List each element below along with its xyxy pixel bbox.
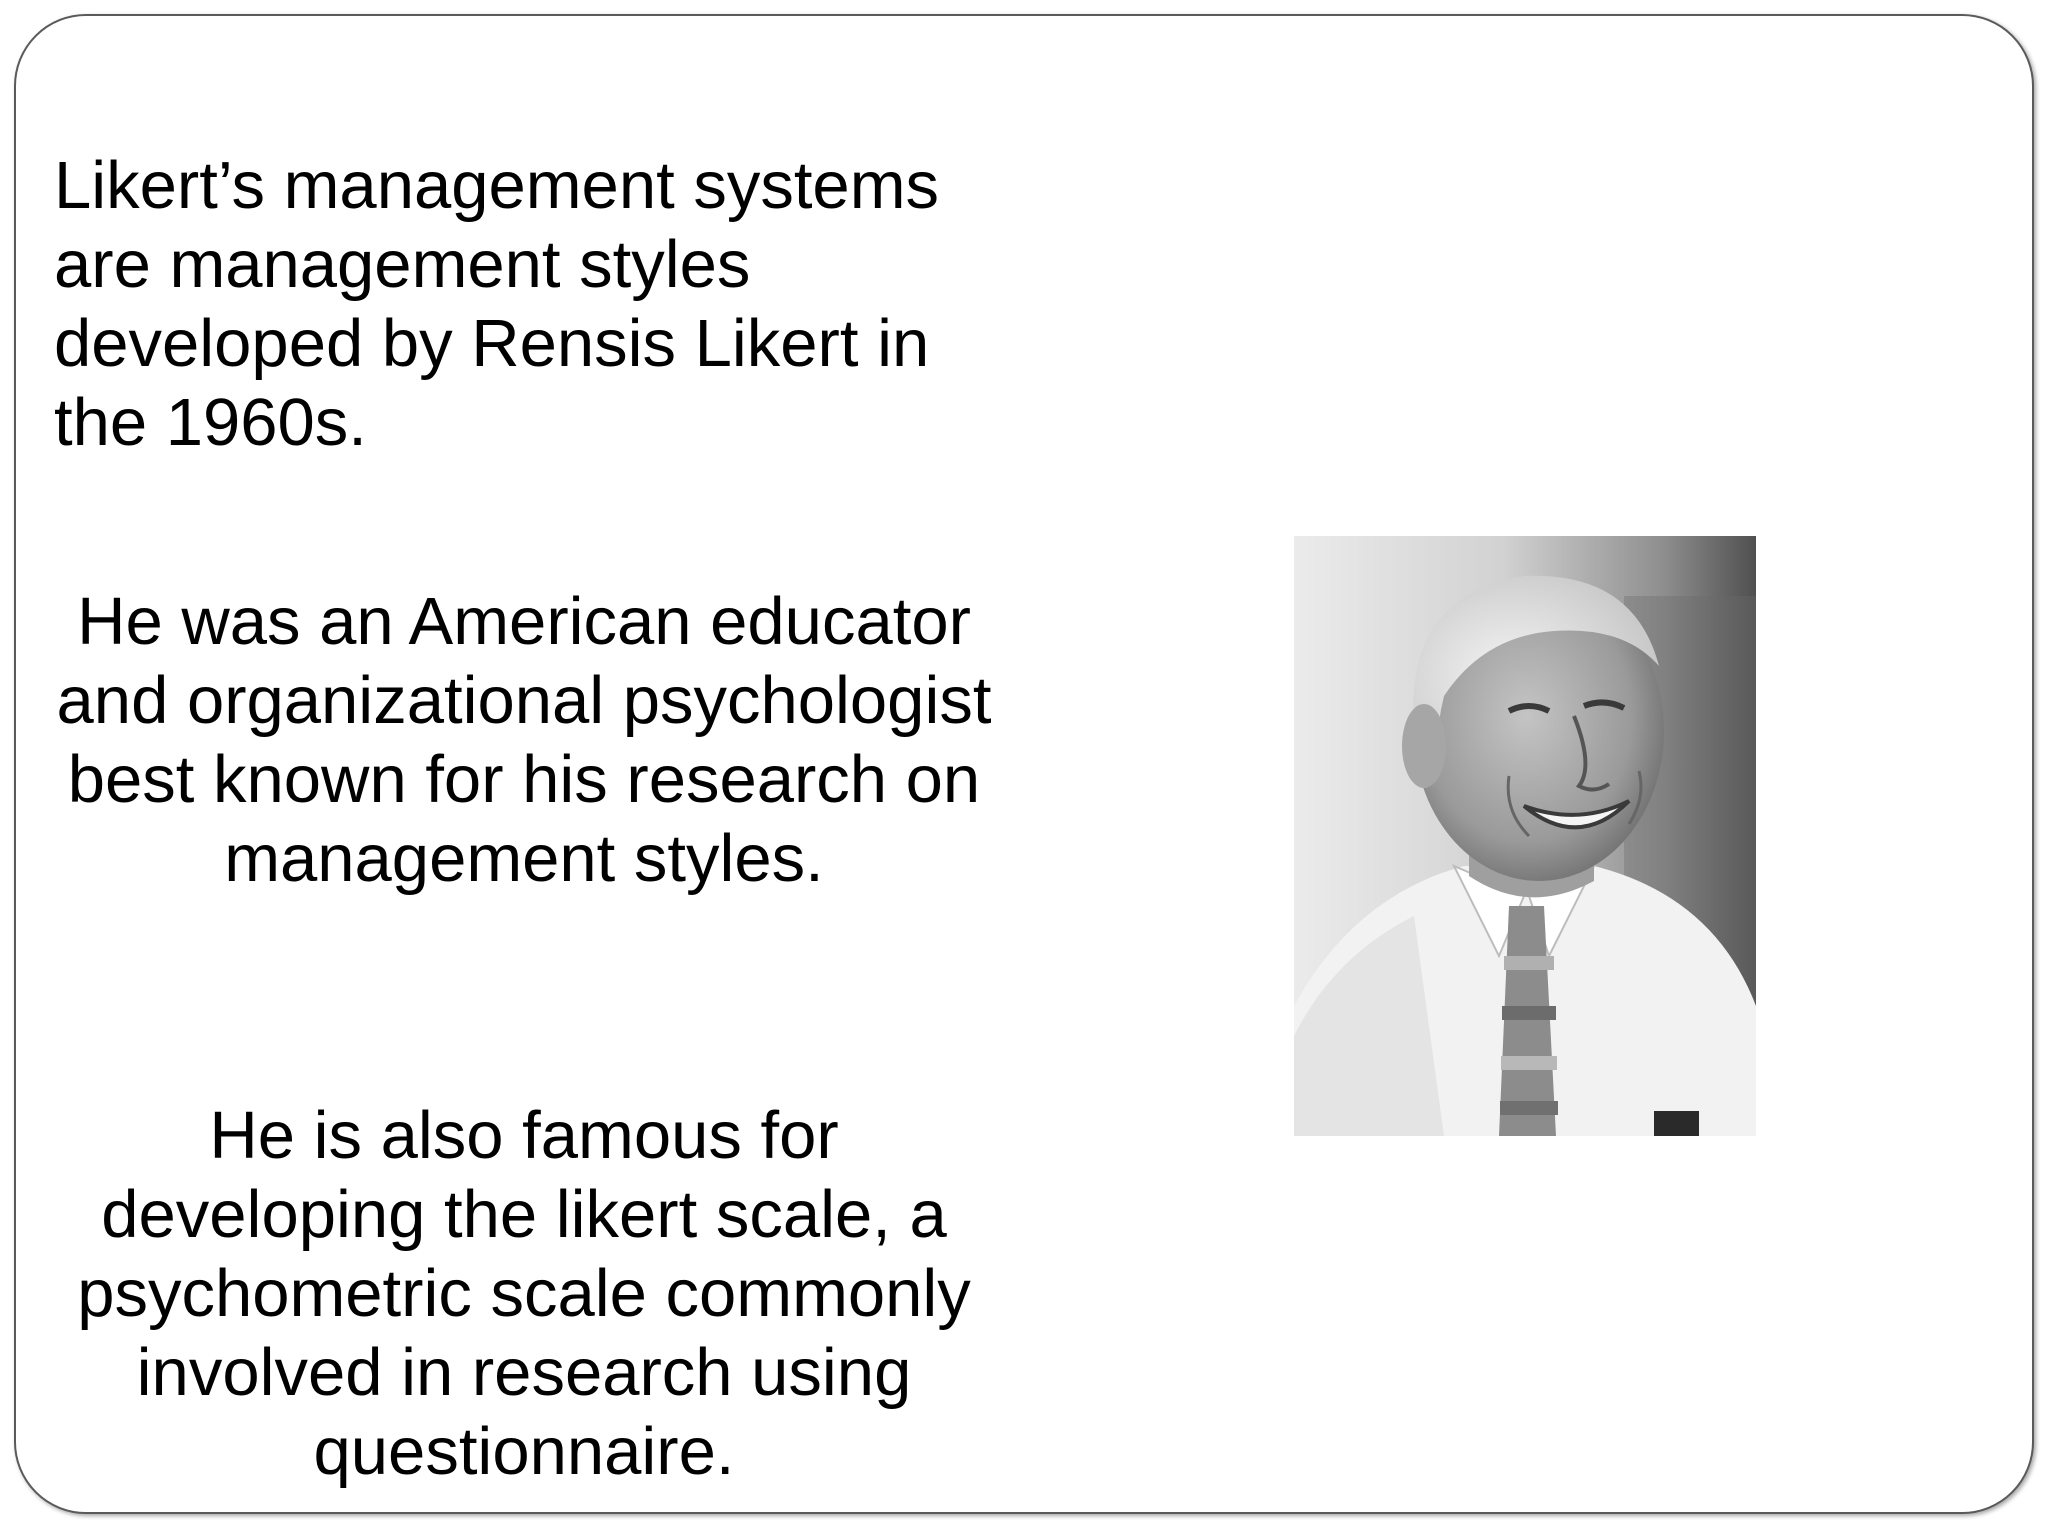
portrait-photo-icon — [1294, 536, 1756, 1136]
biography-paragraph: He was an American educator and organizational psychologist best known for his research on management styles. — [56, 584, 992, 896]
likert-scale-paragraph: He is also famous for developing the likert scale, a psychometric scale commonly involved in research using questionnaire. — [77, 1098, 971, 1489]
intro-paragraph: Likert’s management systems are management styles developed by Rensis Likert in the 1960s. — [54, 148, 940, 460]
portrait-illustration — [1294, 536, 1756, 1136]
text-column — [54, 146, 994, 1489]
